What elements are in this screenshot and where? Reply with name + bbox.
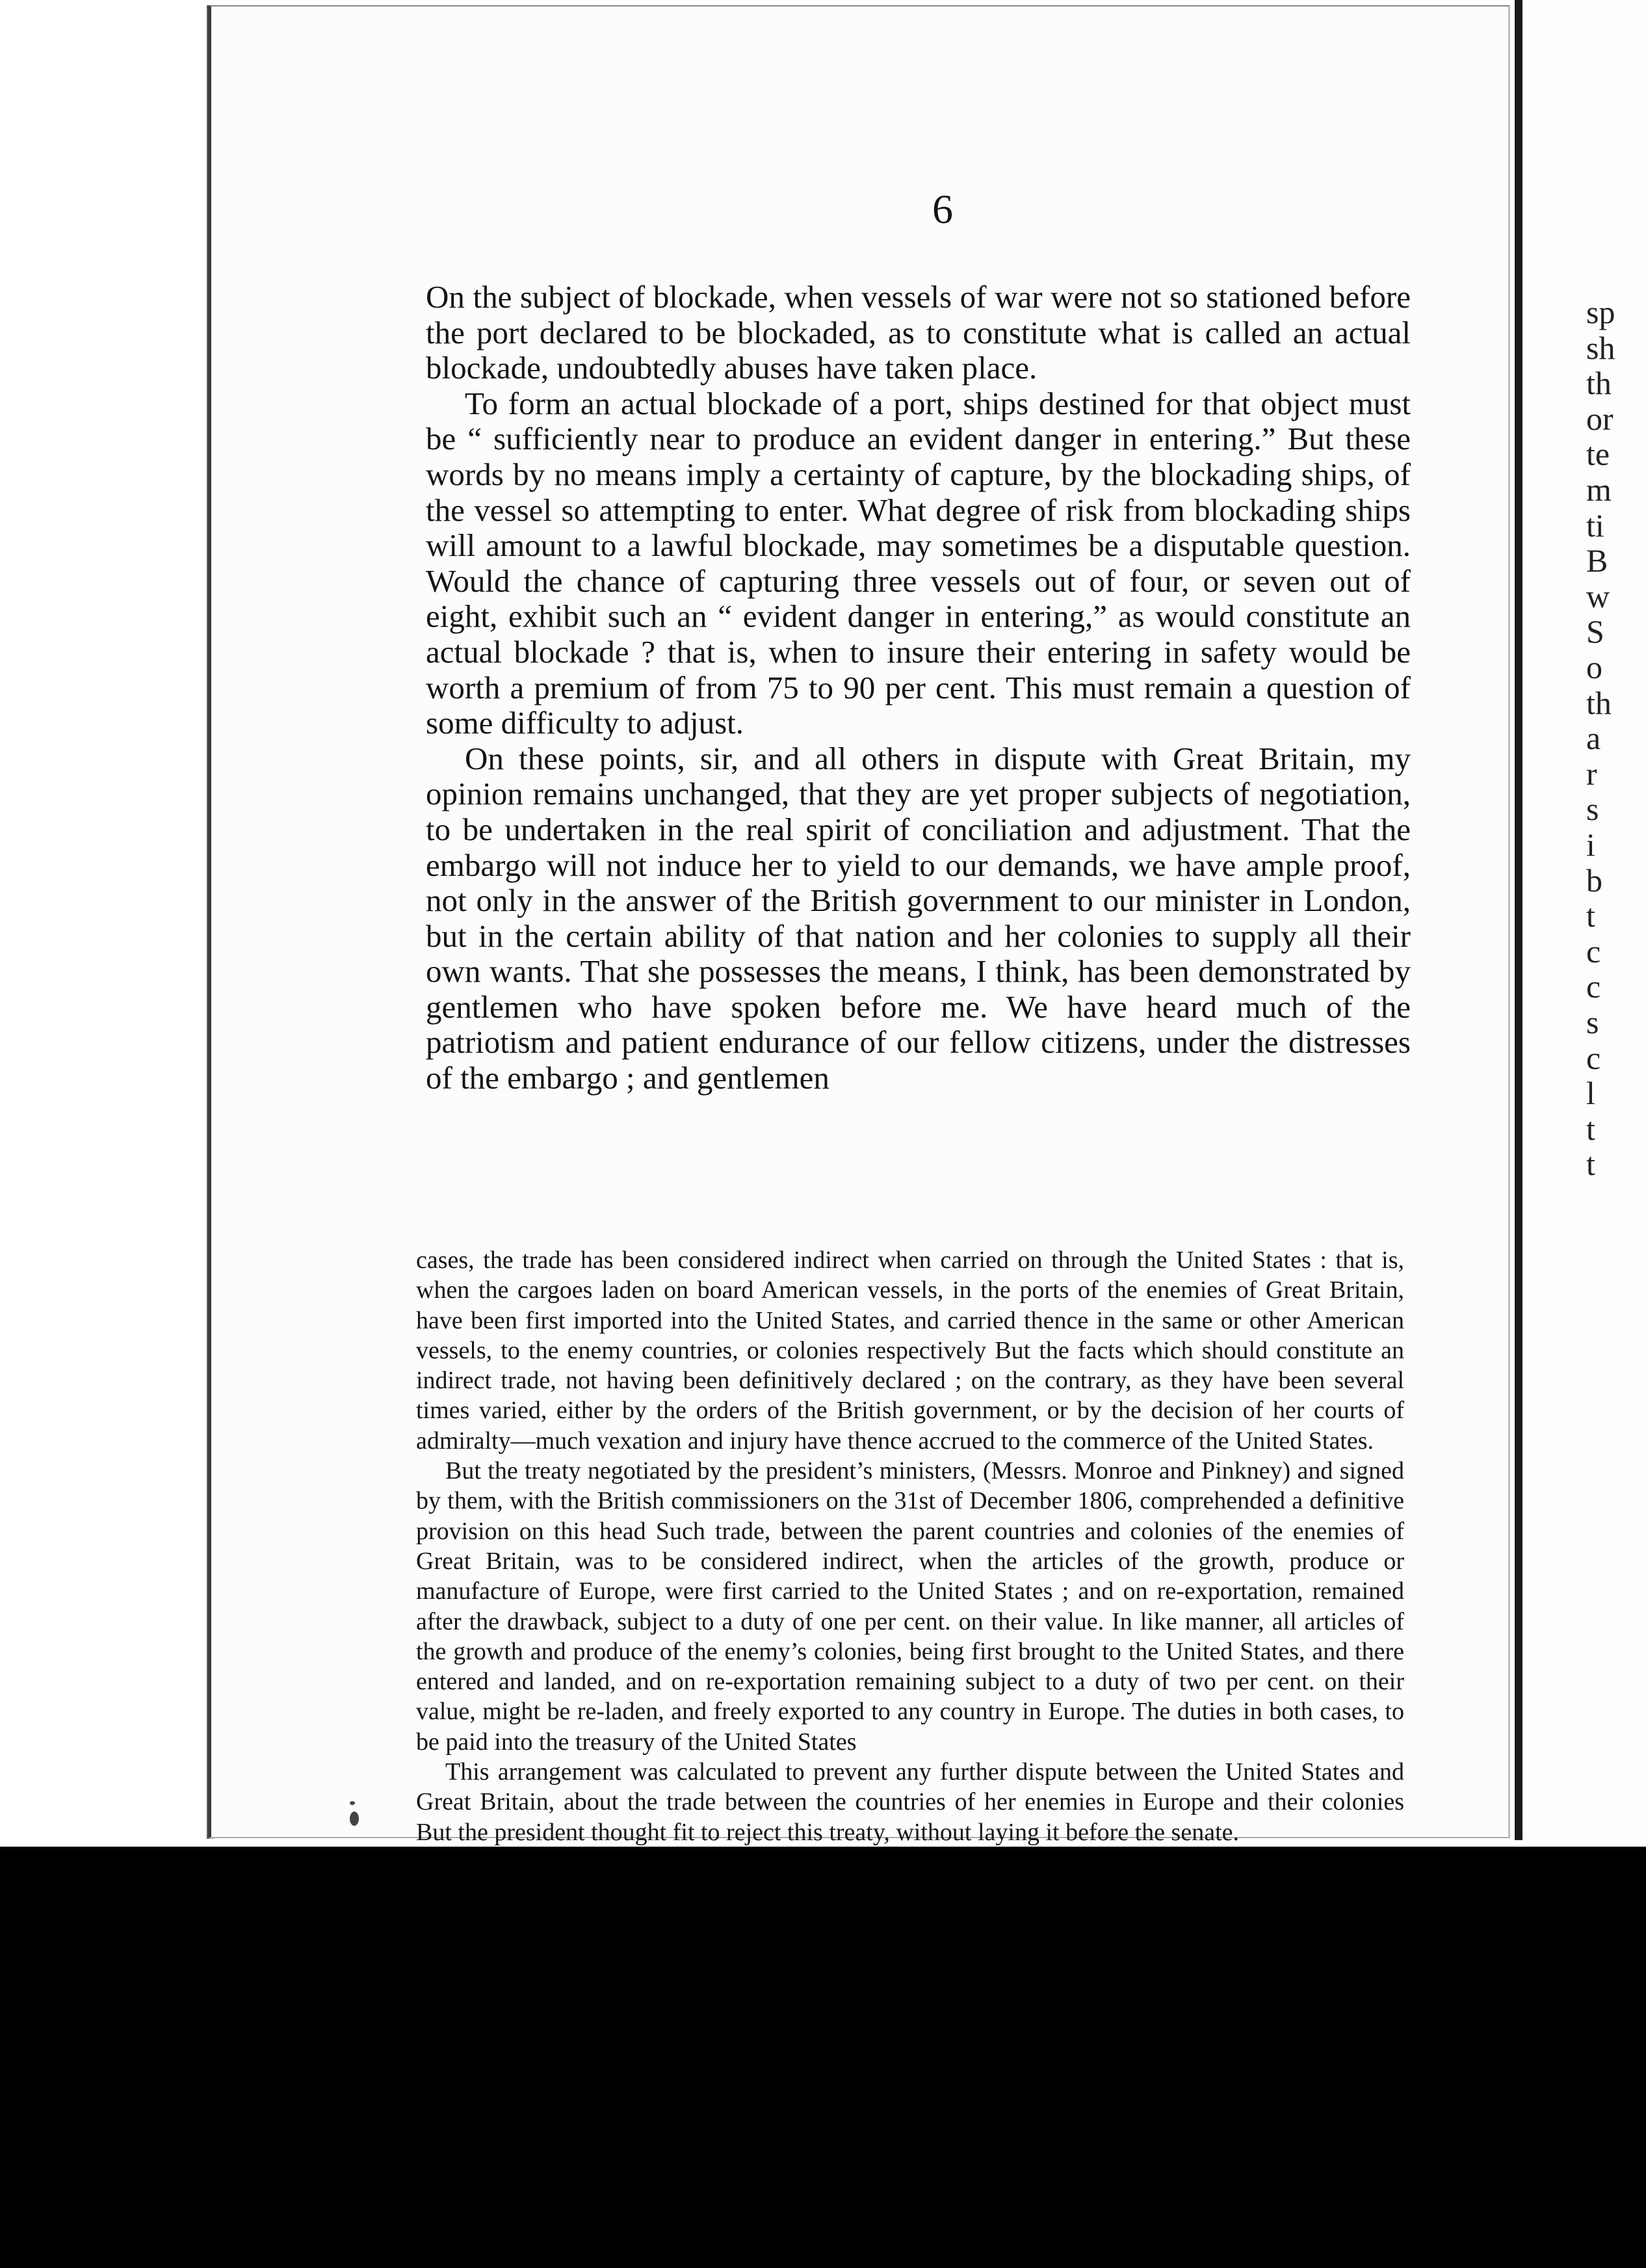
paragraph-1: On the subject of blockade, when vessels of war were not so stationed before the port declared to be blockaded, as to constitute what is called an actual blockade, undoubtedly abuses have taken place. <box>426 279 1411 386</box>
footnote-paragraph-2: But the treaty negotiated by the president’s ministers, (Messrs. Monroe and Pinkney) and signed by them, with the British commissioners on the 31st of December 1806, comprehended a definitive provision on this head Such trade, between the parent countries and colonies of the enemies of Great Britain, was to be considered indirect, when the articles of the growth, produce or manufacture of Europe, were first carried to the United States ; and on re-exportation, remained after the drawback, subject to a duty of one per cent. on their value. In like manner, all articles of the growth and produce of the enemy’s colonies, being first brought to the United States, and there entered and landed, and on re-exportation remaining subject to a duty of two per cent. on their value, might be re-laden, and freely exported to any country in Europe. The duties in both cases, to be paid into the treasury of the United States <box>416 1457 1404 1756</box>
adjacent-page-fragment: r <box>1586 755 1597 792</box>
adjacent-page-fragment: w <box>1586 577 1610 614</box>
adjacent-page-fragment: th <box>1586 684 1612 721</box>
adjacent-page-fragment: B <box>1586 542 1608 579</box>
adjacent-page-fragment: b <box>1586 862 1602 899</box>
adjacent-page-fragment: ti <box>1586 507 1604 544</box>
adjacent-page-fragment: c <box>1586 932 1601 969</box>
page-divider <box>1515 0 1522 1840</box>
page-number: 6 <box>932 186 953 232</box>
adjacent-page-fragment: c <box>1586 1039 1601 1076</box>
adjacent-page-fragment: a <box>1586 720 1601 757</box>
adjacent-page-fragment: i <box>1586 826 1595 863</box>
paragraph-3: On these points, sir, and all others in dispute with Great Britain, my opinion remains unchanged, that they are yet proper subjects of negotiation, to be undertaken in the real spirit of conciliation and adjustment. That the embargo will not induce her to yield to our demands, we have ample proof, not only in the answer of the British government to our minister in London, but in the certain ability of that nation and her colonies to supply all their own wants. That she possesses the means, I think, has been demonstrated by gentlemen who have spoken before me. We have heard much of the patriotism and patient endurance of our fellow citizens, under the distresses of the embargo ; and gentlemen <box>426 740 1411 1096</box>
adjacent-page-fragment: S <box>1586 613 1604 650</box>
adjacent-page-fragment: s <box>1586 1004 1599 1040</box>
adjacent-page-fragment: s <box>1586 791 1599 828</box>
footnote-paragraph-3: This arrangement was calculated to prevent any further dispute between the United States and Great Britain, about the trade between the countries of her enemies in Europe and their colonies But the president thought fit to reject this treaty, without laying it before the senate. <box>416 1758 1404 1846</box>
adjacent-page-fragment: t <box>1586 1146 1595 1183</box>
adjacent-page <box>1522 0 1646 1840</box>
adjacent-page-fragment: sp <box>1586 294 1615 330</box>
adjacent-page-fragment: te <box>1586 436 1610 473</box>
adjacent-page-fragment: m <box>1586 471 1612 508</box>
main-text <box>426 280 1411 1096</box>
adjacent-page-fragment: or <box>1586 400 1613 437</box>
scan-bottom-band <box>0 1847 1646 2268</box>
adjacent-page-fragment: sh <box>1586 329 1615 366</box>
adjacent-page-fragment: o <box>1586 649 1602 685</box>
ink-speck <box>350 1801 355 1805</box>
adjacent-page-fragment: c <box>1586 968 1601 1005</box>
footnote-paragraph-1: cases, the trade has been considered indirect when carried on through the United States : that is, when the cargoes laden on board American vessels, in the ports of the enemies of Great Britain, have been first imported into the United States, and carried thence in the same or other American vessels, to the enemy countries, or colonies respectively But the facts which should constitute an indirect trade, not having been definitively declared ; on the contrary, as they have been several times varied, either by the orders of the British government, or by the decision of her courts of admiralty—much vexation and injury have thence accrued to the commerce of the United States. <box>416 1246 1404 1455</box>
footnote-block <box>416 1245 1404 1847</box>
paragraph-2: To form an actual blockade of a port, ships destined for that object must be “ sufficiently near to produce an evident danger in entering.” But these words by no means imply a certainty of capture, by the blockading ships, of the vessel so attempting to enter. What degree of risk from blockading ships will amount to a lawful blockade, may sometimes be a disputable question. Would the chance of capturing three vessels out of four, or seven out of eight, exhibit such an “ evident danger in entering,” as would constitute an actual blockade ? that is, when to insure their entering in safety would be worth a premium of from 75 to 90 per cent. This must remain a question of some difficulty to adjust. <box>426 385 1411 741</box>
adjacent-page-fragment: l <box>1586 1075 1595 1112</box>
adjacent-page-fragment: th <box>1586 365 1612 402</box>
ink-speck <box>350 1812 359 1826</box>
adjacent-page-fragment: t <box>1586 1110 1595 1147</box>
adjacent-page-fragment: t <box>1586 897 1595 934</box>
